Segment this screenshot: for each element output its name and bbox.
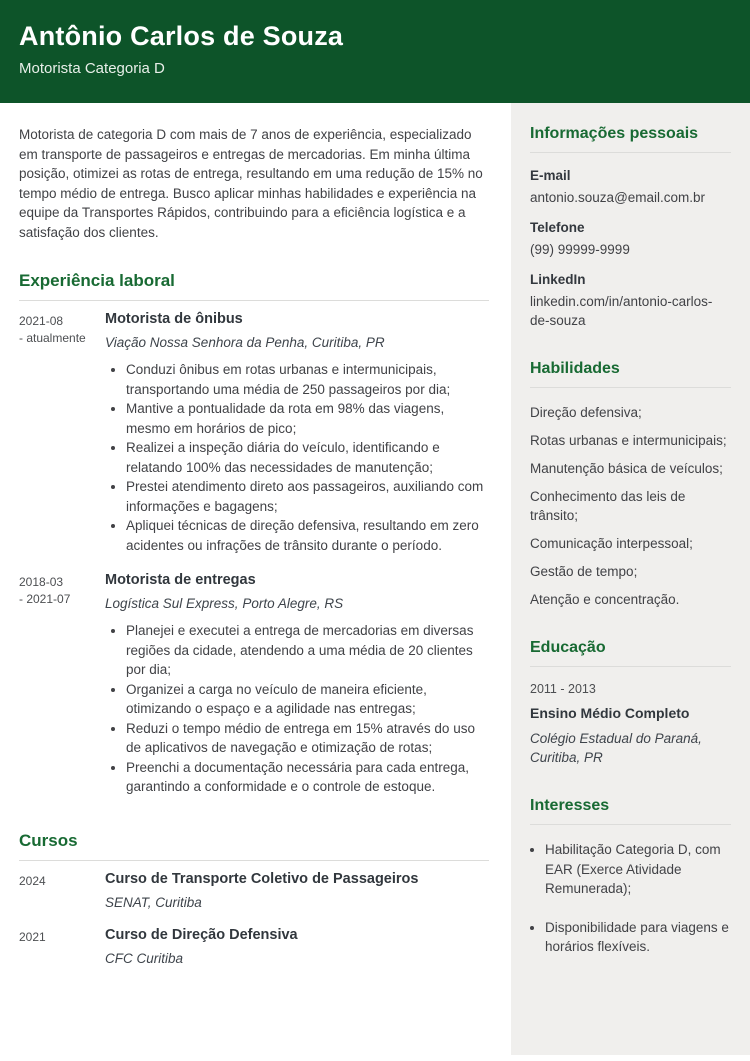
job-bullet: • Preenchi a documentação necessária para cada entrega, garantindo a conformidade e o controle de estoque.: [126, 758, 489, 797]
course-details: [105, 871, 489, 910]
skill-item: Comunicação interpessoal;: [530, 536, 693, 551]
education-period: 2011 - 2013: [530, 682, 596, 696]
contact-field-phone: [530, 220, 731, 259]
skill-item: Conhecimento das leis de trânsito;: [530, 489, 686, 523]
skill-item: Gestão de tempo;: [530, 564, 638, 579]
interests-list: [530, 840, 731, 957]
job-date-start: 2018-03: [19, 575, 64, 589]
sidebar: [511, 103, 750, 1055]
interests-heading: Interesses: [530, 797, 731, 825]
job-date-end: - atualmente: [19, 331, 86, 345]
sidebar-skills: [530, 360, 731, 609]
course-org: CFC Curitiba: [105, 950, 184, 966]
job-bullet: • Reduzi o tempo médio de entrega em 15% através do uso de aplicativos de navegação e otimização de rotas;: [126, 719, 489, 758]
phone-label: Telefone: [530, 220, 585, 235]
phone-value: (99) 99999-9999: [530, 242, 630, 257]
interest-item: • Habilitação Categoria D, com EAR (Exerce Atividade Remunerada);: [545, 840, 731, 899]
job-company: Viação Nossa Senhora da Penha, Curitiba, PR: [105, 335, 385, 350]
course-title: Curso de Transporte Coletivo de Passageiros: [105, 870, 419, 887]
contact-field-email: [530, 168, 731, 207]
email-label: E-mail: [530, 168, 571, 183]
skill-item: Rotas urbanas e intermunicipais;: [530, 433, 727, 448]
job-bullet: • Planejei e executei a entrega de mercadorias em diversas regiões da cidade, atendendo a uma média de 20 clientes por dia;: [126, 621, 489, 680]
contact-field-linkedin: [530, 272, 731, 330]
course-org: SENAT, Curitiba: [105, 894, 202, 910]
main-column: [0, 103, 511, 1055]
course-details: [105, 927, 489, 966]
courses-heading: Cursos: [19, 831, 489, 861]
email-value: antonio.souza@email.com.br: [530, 190, 706, 205]
job-bullet: • Mantive a pontualidade da rota em 98% das viagens, mesmo em horários de pico;: [126, 399, 489, 438]
skills-heading: Habilidades: [530, 360, 731, 388]
course-date: 2021: [19, 929, 46, 944]
interest-item: • Disponibilidade para viagens e horários flexíveis.: [545, 918, 731, 957]
job-dates: [19, 311, 105, 555]
linkedin-label: LinkedIn: [530, 272, 586, 287]
linkedin-value: linkedin.com/in/antonio-carlos-de-souza: [530, 294, 713, 328]
job-dates: [19, 572, 105, 797]
job-bullet: • Prestei atendimento direto aos passageiros, auxiliando com informações e bagagens;: [126, 477, 489, 516]
content-columns: [0, 103, 750, 1055]
job-bullet-list: [105, 621, 489, 797]
job-bullet: • Realizei a inspeção diária do veículo, identificando e relatando 100% das necessidades de manutenção;: [126, 438, 489, 477]
job-title: Motorista de entregas: [105, 572, 256, 588]
sidebar-interests: [530, 797, 731, 957]
job-title: Motorista de ônibus: [105, 311, 243, 327]
course-date: 2024: [19, 873, 46, 888]
job-date-start: 2021-08: [19, 314, 64, 328]
profile-summary: Motorista de categoria D com mais de 7 anos de experiência, especializado em transporte de passageiros e entregas de mercadorias. Em minha última posição, otimizei as rotas de entrega, resultando em uma redução de 15% no tempo médio de entrega. Busco aplicar minhas habilidades e experiência na equipe da Transportes Rápidos, contribuindo para a eficiência logística e a satisfação dos clientes.: [19, 127, 483, 240]
skill-item: Atenção e concentração.: [530, 592, 680, 607]
job-details: [105, 311, 489, 555]
education-school: Colégio Estadual do Paraná, Curitiba, PR: [530, 731, 702, 765]
job-bullet: • Organizei a carga no veículo de maneira eficiente, otimizando o espaço e a agilidade nas entregas;: [126, 680, 489, 719]
header: [0, 0, 750, 103]
job-entry: [19, 572, 489, 797]
course-title: Curso de Direção Defensiva: [105, 926, 298, 943]
sidebar-education: [530, 639, 731, 767]
job-entry: [19, 311, 489, 555]
experience-heading: Experiência laboral: [19, 271, 489, 301]
job-bullet: • Apliquei técnicas de direção defensiva, resultando em zero acidentes ou infrações de trânsito durante o período.: [126, 516, 489, 555]
job-bullet-list: [105, 360, 489, 555]
job-title-subtitle: Motorista Categoria D: [19, 60, 165, 77]
job-details: [105, 572, 489, 797]
job-date-end: - 2021-07: [19, 592, 71, 606]
course-entry: [19, 927, 489, 966]
education-degree: Ensino Médio Completo: [530, 705, 690, 721]
section-courses: [19, 831, 489, 966]
education-heading: Educação: [530, 639, 731, 667]
personal-info-heading: Informações pessoais: [530, 125, 731, 153]
person-name: Antônio Carlos de Souza: [19, 21, 344, 51]
sidebar-personal-info: [530, 125, 731, 330]
job-bullet: • Conduzi ônibus em rotas urbanas e intermunicipais, transportando uma média de 250 passageiros por dia;: [126, 360, 489, 399]
job-company: Logística Sul Express, Porto Alegre, RS: [105, 596, 344, 611]
section-experience: [19, 271, 489, 797]
course-entry: [19, 871, 489, 910]
skill-item: Direção defensiva;: [530, 405, 642, 420]
skill-item: Manutenção básica de veículos;: [530, 461, 723, 476]
